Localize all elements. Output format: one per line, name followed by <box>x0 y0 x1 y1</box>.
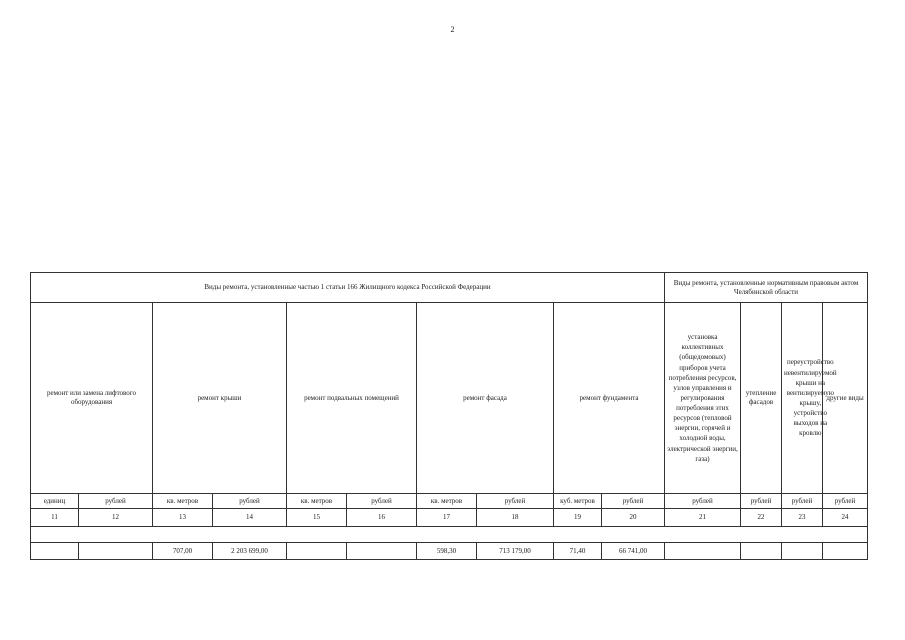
metering-devices-label: установка коллективных (общедомовых) приборов учета потребления ресурсов, узлов управления и регулирования потребления этих ресурсов (тепловой энергии, горячей и холодной воды, электрической энергии, газа) <box>667 333 738 463</box>
federal-repair-types-header: Виды ремонта, установленные частью 1 статьи 166 Жилищного кодекса Российской Федерации <box>31 273 665 303</box>
regional-repair-types-header: Виды ремонта, установленные нормативным правовым актом Челябинской области <box>665 273 868 303</box>
value-cell: 713 179,00 <box>477 543 554 560</box>
column-number-cell: 16 <box>347 509 417 527</box>
roof-conversion-header <box>782 303 837 494</box>
foundation-repair-header: ремонт фундамента <box>554 303 665 494</box>
unit-cell: рублей <box>602 494 665 509</box>
values-row <box>31 543 868 560</box>
value-cell <box>741 543 782 560</box>
column-number-cell: 21 <box>665 509 741 527</box>
value-cell: 598,30 <box>417 543 477 560</box>
facade-insulation-header: утепление фасадов <box>741 303 782 494</box>
column-number-cell: 19 <box>554 509 602 527</box>
unit-cell: рублей <box>741 494 782 509</box>
value-cell: 71,40 <box>554 543 602 560</box>
unit-cell: рублей <box>213 494 287 509</box>
facade-repair-header: ремонт фасада <box>417 303 554 494</box>
unit-cell: кв. метров <box>287 494 347 509</box>
value-cell: 707,00 <box>153 543 213 560</box>
column-number-cell: 15 <box>287 509 347 527</box>
column-number-cell: 20 <box>602 509 665 527</box>
value-cell <box>79 543 153 560</box>
value-cell <box>823 543 868 560</box>
column-number-cell: 12 <box>79 509 153 527</box>
value-cell: 66 741,00 <box>602 543 665 560</box>
unit-cell: рублей <box>79 494 153 509</box>
elevator-repair-header: ремонт или замена лифтового оборудования <box>31 303 153 494</box>
unit-cell: рублей <box>477 494 554 509</box>
value-cell: 2 203 699,00 <box>213 543 287 560</box>
value-cell <box>31 543 79 560</box>
other-types-header: другие виды <box>823 303 868 494</box>
unit-cell: кв. метров <box>417 494 477 509</box>
unit-cell: рублей <box>823 494 868 509</box>
column-number-cell: 18 <box>477 509 554 527</box>
basement-repair-header: ремонт подвальных помещений <box>287 303 417 494</box>
group-header-row <box>31 273 868 303</box>
column-number-cell: 23 <box>782 509 823 527</box>
value-cell <box>665 543 741 560</box>
metering-devices-header <box>665 303 741 494</box>
value-cell <box>287 543 347 560</box>
value-cell <box>347 543 417 560</box>
work-type-header-row <box>31 303 868 494</box>
column-number-cell: 17 <box>417 509 477 527</box>
value-cell <box>782 543 823 560</box>
unit-cell: рублей <box>782 494 823 509</box>
roof-conversion-label: переустройство невентилируемой крыши на вентилируемую крышу, устройство выходов на кровлю <box>784 358 837 438</box>
column-number-cell: 11 <box>31 509 79 527</box>
unit-cell: рублей <box>665 494 741 509</box>
column-number-cell: 14 <box>213 509 287 527</box>
page-number: 2 <box>450 25 455 34</box>
unit-cell: куб. метров <box>554 494 602 509</box>
column-numbers-row <box>31 509 868 527</box>
blank-row <box>31 527 868 543</box>
column-number-cell: 24 <box>823 509 868 527</box>
roof-repair-header: ремонт крыши <box>153 303 287 494</box>
unit-cell: единиц <box>31 494 79 509</box>
unit-cell: кв. метров <box>153 494 213 509</box>
column-number-cell: 13 <box>153 509 213 527</box>
blank-cell <box>31 527 868 543</box>
unit-cell: рублей <box>347 494 417 509</box>
column-number-cell: 22 <box>741 509 782 527</box>
repair-types-table <box>30 272 868 560</box>
units-row <box>31 494 868 509</box>
